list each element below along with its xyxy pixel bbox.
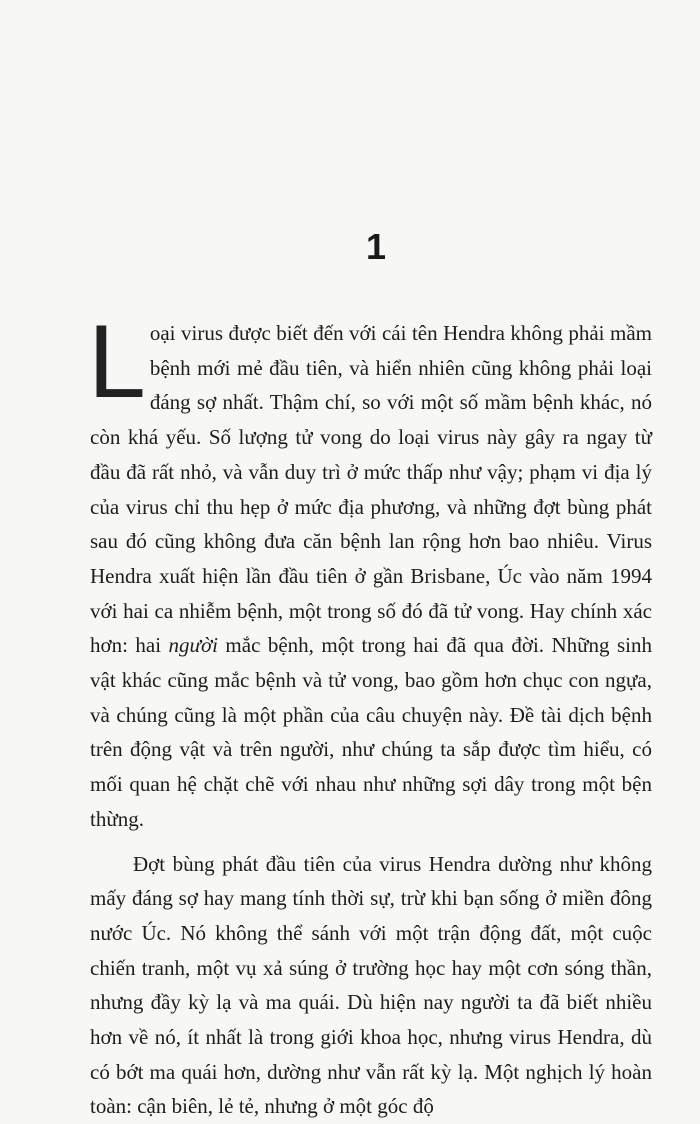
body-text xyxy=(88,304,652,1124)
paragraph-1 xyxy=(88,304,652,837)
drop-cap: L xyxy=(88,304,146,420)
emphasis-word: người xyxy=(168,633,218,658)
chapter-number: 1 xyxy=(365,226,387,267)
paragraph-2: Đợt bùng phát đầu tiên của virus Hendra dường như không mấy đáng sợ hay mang tính thời sự, trừ khi bạn sống ở miền đông nước Úc. Nó không thể sánh với một trận động đất, một cuộc chiến tranh, một vụ xả súng ở trường học hay một cơn sóng thần, nhưng đầy kỳ lạ và ma quái. Dù hiện nay người ta đã biết nhiều hơn về nó, ít nhất là trong giới khoa học, nhưng virus Hendra, dù có bớt ma quái hơn, dường như vẫn rất kỳ lạ. Một nghịch lý hoàn toàn: cận biên, lẻ tẻ, nhưng ở một góc độ xyxy=(90,851,652,1119)
paragraph-1-text-a: oại virus được biết đến với cái tên Hendra không phải mầm bệnh mới mẻ đầu tiên, và hiển nhiên cũng không phải loại đáng sợ nhất. Thậm chí, so với một số mầm bệnh khác, nó còn khá yếu. Số lượng tử vong do loại virus này gây ra ngay từ đầu đã rất nhỏ, và vẫn duy trì ở mức thấp như vậy; phạm vi địa lý của virus chỉ thu hẹp ở mức địa phương, và những đợt bùng phát sau đó cũng không đưa căn bệnh lan rộng hơn bao nhiêu. Virus Hendra xuất hiện lần đầu tiên ở gần Brisbane, Úc vào năm 1994 với hai ca nhiễm bệnh, một trong số đó đã tử vong. Hay chính xác hơn: hai xyxy=(90,321,652,658)
paragraph-1-text-b: mắc bệnh, một trong hai đã qua đời. Những sinh vật khác cũng mắc bệnh và tử vong, bao gồm hơn chục con ngựa, và chúng cũng là một phần của câu chuyện này. Đề tài dịch bệnh trên động vật và trên người, như chúng ta sắp được tìm hiểu, có mối quan hệ chặt chẽ với nhau như những sợi dây trong một bện thừng. xyxy=(90,633,652,831)
